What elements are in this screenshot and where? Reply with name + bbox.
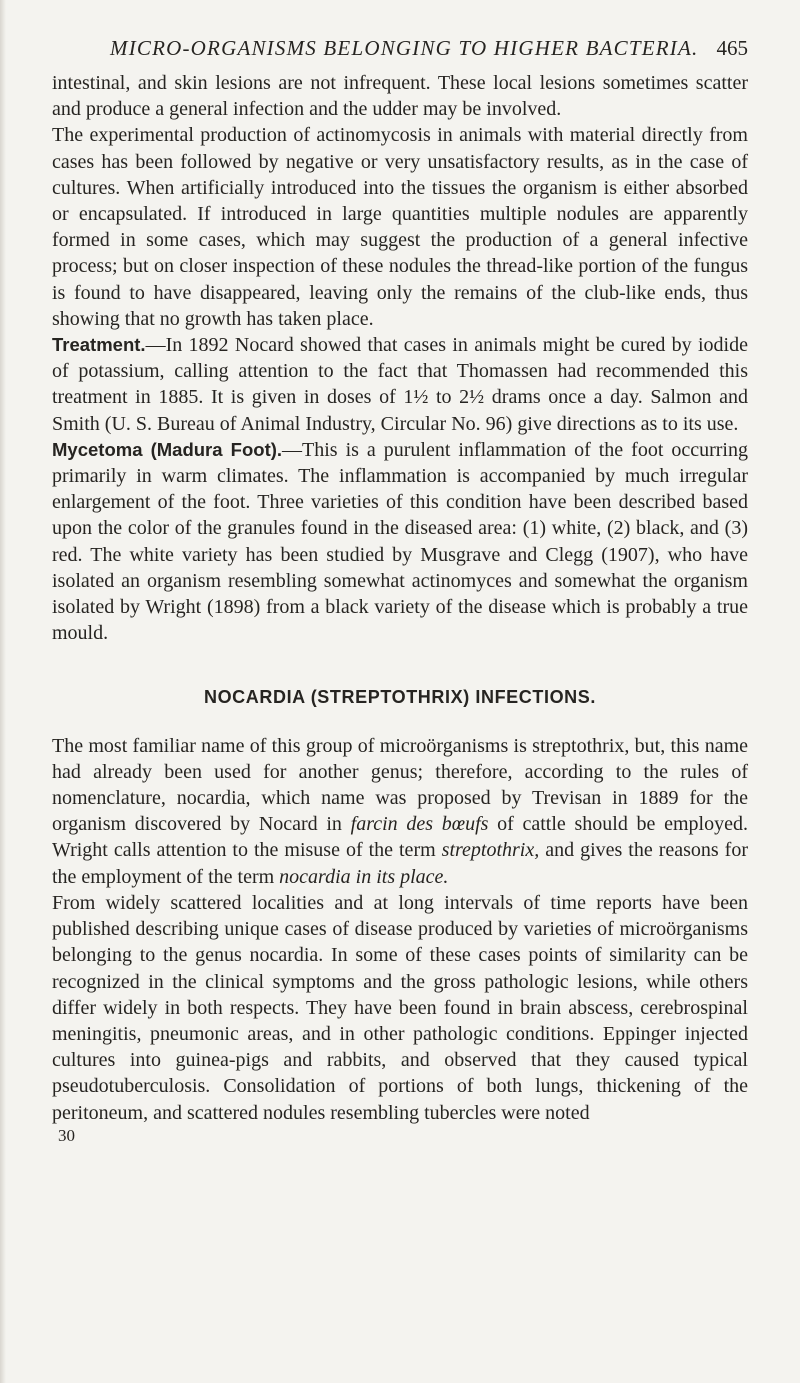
running-head	[52, 8, 748, 70]
signature-mark: 30	[58, 1125, 75, 1145]
paragraph-2	[52, 122, 748, 332]
mycetoma-run-in-heading: Mycetoma (Madura Foot).	[52, 438, 283, 460]
page-number: 465	[716, 36, 748, 60]
paragraph-nocardia-1	[52, 733, 748, 890]
section-heading: NOCARDIA (STREPTOTHRIX) INFECTIONS.	[203, 687, 596, 708]
paragraph-mycetoma	[52, 437, 748, 647]
nocardia-1-text-b: of cattle should be employed. Wright calls attention to the misuse of the term	[52, 813, 748, 862]
paragraph-1	[52, 70, 748, 122]
book-page	[52, 8, 748, 1146]
nocardia-1-italic-streptothrix: streptothrix,	[441, 839, 540, 862]
paragraph-treatment	[52, 332, 748, 437]
paragraph-nocardia-2	[52, 890, 748, 1126]
nocardia-1-italic-farcin: farcin des bœufs	[350, 813, 489, 836]
treatment-run-in-heading: Treatment.	[52, 334, 146, 356]
paragraph-2-text: The experimental production of actinomycosis in animals with material directly from cases has been followed by negative or very unsatisfactory results, as in the case of cultures. When artificially introduced into the tissues the organism is either absorbed or encapsulated. If introduced in large quantities multiple nodules are apparently formed in some cases, which may suggest the production of a general infective process; but on closer inspection of these nodules the thread-like portion of the fungus is found to have disappeared, leaving only the remains of the club-like ends, thus showing that no growth has taken place.	[52, 124, 748, 330]
page-edge-shadow	[0, 0, 6, 1383]
nocardia-1-text-c: and gives the reasons for the employment of the term	[52, 839, 749, 888]
nocardia-2-text: From widely scattered localities and at long intervals of time reports have been published describing unique cases of disease produced by varieties of microörganisms belonging to the genus nocardia. In some of these cases points of similarity can be recognized in the clinical symptoms and the gross pathologic lesions, while others differ widely in both respects. They have been found in brain abscess, cerebrospinal meningitis, pneumonic areas, and in other pathologic conditions. Eppinger injected cultures into guinea-pigs and rabbits, and observed that they caused typical pseudotuberculosis. Consolidation of portions of both lungs, thickening of the peritoneum, and scattered nodules resembling tubercles were noted	[52, 891, 748, 1124]
paragraph-1-text: intestinal, and skin lesions are not infrequent. These local lesions sometimes scatter and produce a general infection and the udder may be involved.	[52, 72, 748, 121]
treatment-text: —In 1892 Nocard showed that cases in animals might be cured by iodide of potassium, calling attention to the fact that Thomassen had recommended this treatment in 1885. It is given in doses of 1½ to 2½ drams once a day. Salmon and Smith (U. S. Bureau of Animal Industry, Circular No. 96) give directions as to its use.	[52, 334, 748, 435]
nocardia-1-italic-nocardia: nocardia in its place.	[279, 865, 449, 888]
mycetoma-text: —This is a purulent inflammation of the foot occurring primarily in warm climates. The inflammation is accompanied by much irregular enlargement of the foot. Three varieties of this condition have been described based upon the color of the granules found in the diseased area: (1) white, (2) black, and (3) red. The white variety has been studied by Musgrave and Clegg (1907), who have isolated an organism resembling somewhat actinomyces and somewhat the organism isolated by Wright (1898) from a black variety of the disease which is probably a true mould.	[52, 438, 748, 645]
nocardia-1-text-a: The most familiar name of this group of microörganisms is streptothrix, but, this name had already been used for another genus; therefore, according to the rules of nomenclature, nocardia, which name was proposed by Trevisan in 1889 for the organism discovered by Nocard in	[52, 734, 748, 836]
body-text	[52, 70, 748, 1146]
running-title: MICRO-ORGANISMS BELONGING TO HIGHER BACTERIA.	[110, 36, 699, 60]
